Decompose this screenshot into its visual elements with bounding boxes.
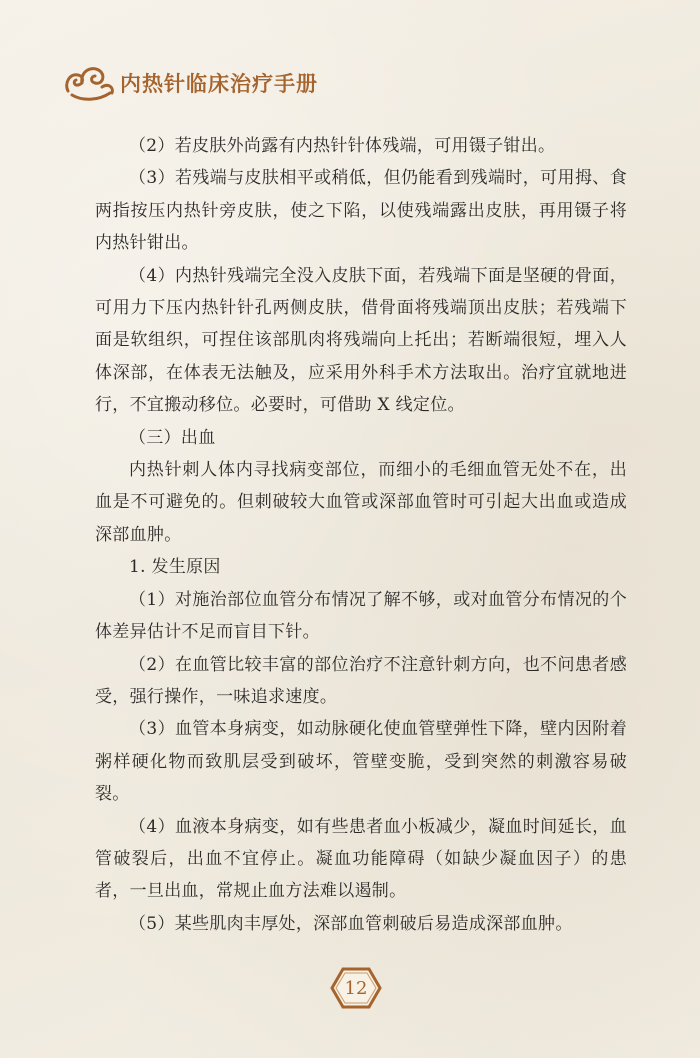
paragraph: （3）血管本身病变，如动脉硬化使血管壁弹性下降，壁内因附着粥样硬化物而致肌层受到破坏，管壁变脆，受到突然的刺激容易破裂。 [95,719,627,805]
running-header [62,58,318,108]
subsection-heading: 1. 发生原因 [129,557,221,578]
paragraph: （1）对施治部位血管分布情况了解不够，或对血管分布情况的个体差异估计不足而盲目下针。 [95,589,627,643]
page-body [95,130,627,940]
page-number-badge [330,966,382,1010]
paragraph: （2）在血管比较丰富的部位治疗不注意针刺方向，也不问患者感受，强行操作，一味追求速度。 [95,654,627,707]
cloud-swirl-icon [62,61,118,105]
paragraph: （3）若残端与皮肤相平或稍低，但仍能看到残端时，可用拇、食两指按压内热针旁皮肤，使之下陷，以使残端露出皮肤，再用镊子将内热针钳出。 [95,168,627,254]
paragraph: 内热针刺人体内寻找病变部位，而细小的毛细血管无处不在，出血是不可避免的。但刺破较大血管或深部血管时可引起大出血或造成深部血肿。 [95,460,627,545]
paragraph: （5）某些肌肉丰厚处，深部血管刺破后易造成深部血肿。 [129,913,573,934]
paragraph: （4）内热针残端完全没入皮肤下面，若残端下面是坚硬的骨面，可用力下压内热针针孔两侧皮肤，借骨面将残端顶出皮肤；若残端下面是软组织，可捏住该部肌肉将残端向上托出；若断端很短，埋入人体深部，在体表无法触及，应采用外科手术方法取出。治疗宜就地进行，不宜搬动移位。必要时，可借助 X 线定位。 [95,265,627,416]
paragraph: （2）若皮肤外尚露有内热针针体残端，可用镊子钳出。 [129,136,556,156]
paragraph: （4）血液本身病变，如有些患者血小板减少，凝血时间延长，血管破裂后，出血不宜停止。凝血功能障碍（如缺少凝血因子）的患者，一旦出血，常规止血方法难以遏制。 [95,816,627,902]
section-heading: （三）出血 [129,427,216,448]
book-title: 内热针临床治疗手册 [120,72,318,96]
page-number: 12 [344,977,368,999]
